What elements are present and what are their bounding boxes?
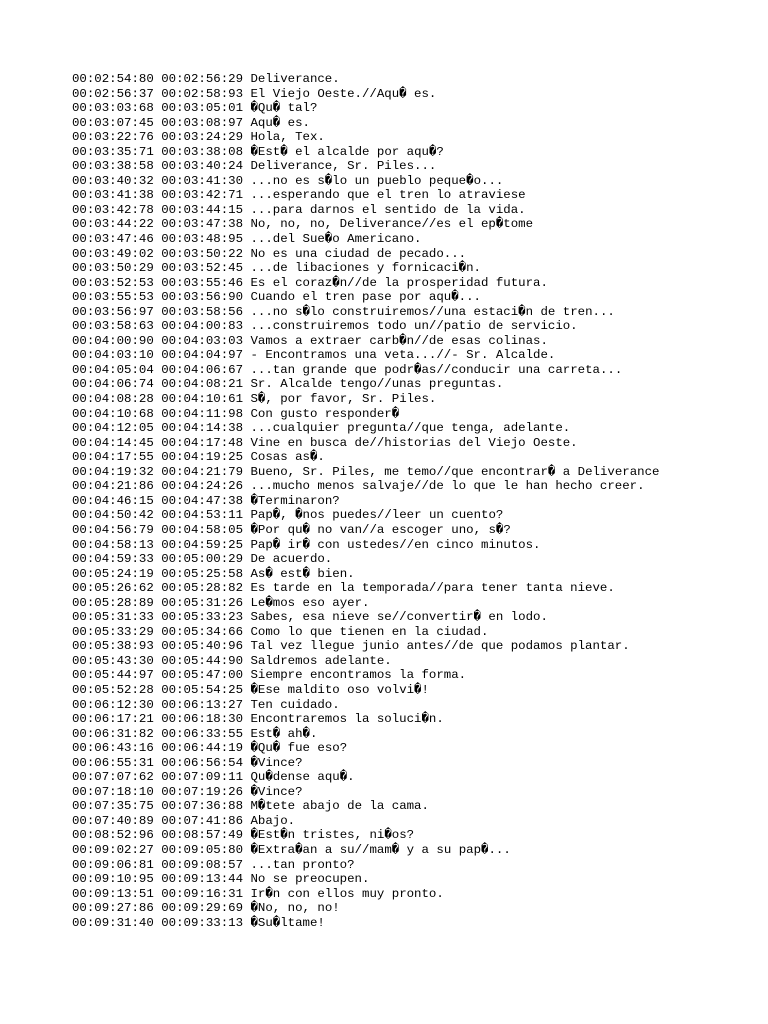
subtitle-line: 00:05:52:28 00:05:54:25 �Ese maldito oso volvi�! xyxy=(72,682,429,697)
subtitle-line: 00:03:40:32 00:03:41:30 ...no es s�lo un pueblo peque�o... xyxy=(72,173,504,188)
subtitle-line: 00:03:35:71 00:03:38:08 �Est� el alcalde por aqu�? xyxy=(72,144,444,159)
subtitle-line: 00:06:17:21 00:06:18:30 Encontraremos la soluci�n. xyxy=(72,712,444,727)
subtitle-line: 00:09:31:40 00:09:33:13 �Su�ltame! xyxy=(72,915,325,930)
subtitle-line: 00:04:08:28 00:04:10:61 S�, por favor, Sr. Piles. xyxy=(72,392,437,407)
subtitle-line: 00:03:42:78 00:03:44:15 ...para darnos el sentido de la vida. xyxy=(72,202,526,217)
subtitle-line: 00:03:22:76 00:03:24:29 Hola, Tex. xyxy=(72,130,325,145)
subtitle-line: 00:04:50:42 00:04:53:11 Pap�, �nos puedes//leer un cuento? xyxy=(72,508,504,523)
subtitle-line: 00:07:35:75 00:07:36:88 M�tete abajo de la cama. xyxy=(72,799,429,814)
subtitle-line: 00:04:58:13 00:04:59:25 Pap� ir� con ustedes//en cinco minutos. xyxy=(72,537,541,552)
subtitle-line: 00:03:07:45 00:03:08:97 Aqu� es. xyxy=(72,115,310,130)
subtitle-line: 00:09:27:86 00:09:29:69 �No, no, no! xyxy=(72,901,340,916)
subtitle-line: 00:06:31:82 00:06:33:55 Est� ah�. xyxy=(72,726,318,741)
subtitle-line: 00:09:13:51 00:09:16:31 Ir�n con ellos muy pronto. xyxy=(72,886,444,901)
subtitle-line: 00:04:12:05 00:04:14:38 ...cualquier pregunta//que tenga, adelante. xyxy=(72,421,571,436)
subtitle-line: 00:04:17:55 00:04:19:25 Cosas as�. xyxy=(72,450,325,465)
subtitle-line: 00:09:10:95 00:09:13:44 No se preocupen. xyxy=(72,872,370,887)
subtitle-line: 00:06:55:31 00:06:56:54 �Vince? xyxy=(72,755,303,770)
subtitle-line: 00:06:12:30 00:06:13:27 Ten cuidado. xyxy=(72,697,340,712)
subtitle-line: 00:05:33:29 00:05:34:66 Como lo que tienen en la ciudad. xyxy=(72,624,489,639)
subtitle-line: 00:04:21:86 00:04:24:26 ...mucho menos salvaje//de lo que le han hecho creer. xyxy=(72,479,645,494)
subtitle-line: 00:04:03:10 00:04:04:97 - Encontramos una veta...//- Sr. Alcalde. xyxy=(72,348,556,363)
subtitle-line: 00:02:54:80 00:02:56:29 Deliverance. xyxy=(72,72,340,86)
subtitle-line: 00:04:00:90 00:04:03:03 Vamos a extraer carb�n//de esas colinas. xyxy=(72,333,548,348)
subtitle-line: 00:06:43:16 00:06:44:19 �Qu� fue eso? xyxy=(72,741,348,756)
subtitle-line: 00:05:31:33 00:05:33:23 Sabes, esa nieve se//convertir� en lodo. xyxy=(72,610,548,625)
subtitle-line: 00:03:49:02 00:03:50:22 No es una ciudad de pecado... xyxy=(72,246,467,261)
subtitle-line: 00:07:07:62 00:07:09:11 Qu�dense aqu�. xyxy=(72,770,355,785)
subtitle-document xyxy=(72,72,752,930)
subtitle-line: 00:04:19:32 00:04:21:79 Bueno, Sr. Piles, me temo//que encontrar� a Deliverance xyxy=(72,464,660,479)
subtitle-line: 00:03:41:38 00:03:42:71 ...esperando que el tren lo atraviese xyxy=(72,188,526,203)
subtitle-line: 00:03:38:58 00:03:40:24 Deliverance, Sr. Piles... xyxy=(72,159,437,174)
subtitle-line: 00:07:40:89 00:07:41:86 Abajo. xyxy=(72,813,296,828)
subtitle-line: 00:03:03:68 00:03:05:01 �Qu� tal? xyxy=(72,101,318,116)
subtitle-line: 00:04:14:45 00:04:17:48 Vine en busca de//historias del Viejo Oeste. xyxy=(72,435,578,450)
subtitle-line: 00:09:02:27 00:09:05:80 �Extra�an a su//mam� y a su pap�... xyxy=(72,842,511,857)
subtitle-line: 00:03:50:29 00:03:52:45 ...de libaciones y fornicaci�n. xyxy=(72,261,481,276)
subtitle-line: 00:05:44:97 00:05:47:00 Siempre encontramos la forma. xyxy=(72,668,467,683)
subtitle-line: 00:04:59:33 00:05:00:29 De acuerdo. xyxy=(72,552,333,567)
subtitle-line: 00:03:47:46 00:03:48:95 ...del Sue�o Americano. xyxy=(72,232,422,247)
subtitle-line: 00:03:52:53 00:03:55:46 Es el coraz�n//de la prosperidad futura. xyxy=(72,275,548,290)
subtitle-line: 00:05:38:93 00:05:40:96 Tal vez llegue junio antes//de que podamos plantar. xyxy=(72,639,630,654)
subtitle-line: 00:02:56:37 00:02:58:93 El Viejo Oeste.//Aqu� es. xyxy=(72,86,437,101)
subtitle-line: 00:03:44:22 00:03:47:38 No, no, no, Deliverance//es el ep�tome xyxy=(72,217,534,232)
subtitle-line: 00:08:52:96 00:08:57:49 �Est�n tristes, ni�os? xyxy=(72,828,415,843)
subtitle-line: 00:04:56:79 00:04:58:05 �Por qu� no van//a escoger uno, s�? xyxy=(72,522,511,537)
subtitle-line: 00:04:10:68 00:04:11:98 Con gusto responder� xyxy=(72,406,400,421)
subtitle-line: 00:05:43:30 00:05:44:90 Saldremos adelante. xyxy=(72,653,392,668)
subtitle-line: 00:07:18:10 00:07:19:26 �Vince? xyxy=(72,784,303,799)
subtitle-line: 00:03:58:63 00:04:00:83 ...construiremos todo un//patio de servicio. xyxy=(72,319,578,334)
subtitle-line: 00:05:28:89 00:05:31:26 Le�mos eso ayer. xyxy=(72,595,370,610)
subtitle-line: 00:03:55:53 00:03:56:90 Cuando el tren pase por aqu�... xyxy=(72,290,481,305)
subtitle-line: 00:05:26:62 00:05:28:82 Es tarde en la temporada//para tener tanta nieve. xyxy=(72,581,615,596)
subtitle-line: 00:09:06:81 00:09:08:57 ...tan pronto? xyxy=(72,857,355,872)
subtitle-line: 00:04:06:74 00:04:08:21 Sr. Alcalde tengo//unas preguntas. xyxy=(72,377,504,392)
subtitle-line: 00:05:24:19 00:05:25:58 As� est� bien. xyxy=(72,566,355,581)
subtitle-line: 00:03:56:97 00:03:58:56 ...no s�lo construiremos//una estaci�n de tren... xyxy=(72,304,615,319)
subtitle-line: 00:04:46:15 00:04:47:38 �Terminaron? xyxy=(72,493,340,508)
subtitle-line: 00:04:05:04 00:04:06:67 ...tan grande que podr�as//conducir una carreta... xyxy=(72,362,623,377)
